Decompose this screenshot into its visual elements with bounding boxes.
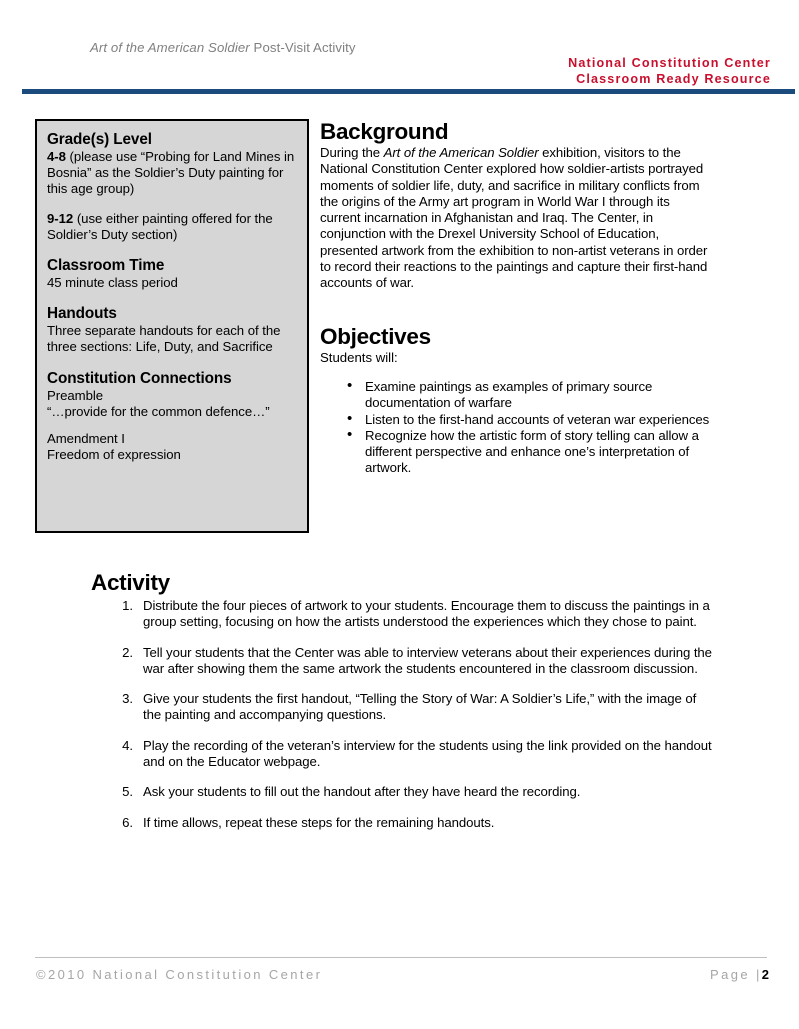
list-item bbox=[320, 376, 712, 412]
constitution-connections-heading: Constitution Connections bbox=[47, 369, 232, 387]
list-item bbox=[91, 691, 715, 724]
objective-text: Listen to the first-hand accounts of veteran war experiences bbox=[365, 411, 710, 427]
grade-range-9-12-note: (use either painting offered for the Soldier’s Duty section) bbox=[47, 210, 273, 242]
grade-range-4-8-note: (please use “Probing for Land Mines in Bosnia” as the Soldier’s Duty painting for this age group) bbox=[47, 149, 295, 197]
connections-amendment-detail: Freedom of expression bbox=[47, 447, 181, 463]
list-item bbox=[91, 598, 715, 631]
right-content-column bbox=[320, 119, 712, 477]
list-item bbox=[91, 645, 715, 678]
handouts-heading: Handouts bbox=[47, 305, 117, 323]
step-text: Distribute the four pieces of artwork to your students. Encourage them to discuss the paintings in a group setting, focusing on how the artists understood the experiences which they chose to paint. bbox=[143, 598, 710, 630]
list-item bbox=[91, 784, 715, 800]
activity-block bbox=[91, 570, 715, 845]
connections-preamble-label: Preamble bbox=[47, 387, 104, 403]
page-label: Page | bbox=[710, 967, 762, 982]
background-text-body: exhibition, visitors to the National Constitution Center explored how soldier-artists portrayed moments of soldier life, duty, and sacrifice in military conflicts from the origins of the Army art program in World War I through its current incarnation in Afghanistan and Iraq. The Center, in conjunction with the Drexel University School of Education, presented artwork from the exhibition to non-artist veterans in order to record their reactions to the paintings and capture their first-hand accounts of war. bbox=[320, 145, 708, 291]
step-text: If time allows, repeat these steps for the remaining handouts. bbox=[143, 814, 495, 830]
document-title-rest: Post-Visit Activity bbox=[249, 40, 356, 55]
bullet-icon: • bbox=[347, 409, 353, 427]
spacer bbox=[47, 356, 297, 369]
background-paragraph bbox=[320, 145, 712, 292]
list-item bbox=[320, 409, 712, 428]
objectives-lead: Students will: bbox=[320, 349, 398, 365]
background-heading: Background bbox=[320, 119, 449, 144]
objective-text: Examine paintings as examples of primary source documentation of warfare bbox=[365, 378, 653, 411]
activity-steps-list bbox=[91, 598, 715, 831]
background-text-lead: During the bbox=[320, 145, 384, 160]
page-number: 2 bbox=[761, 967, 769, 982]
objectives-block bbox=[320, 324, 712, 477]
list-item bbox=[91, 738, 715, 771]
connections-amendment-label: Amendment I bbox=[47, 431, 125, 447]
grade-range-4-8: 4-8 bbox=[47, 149, 66, 164]
background-exhibition-title: Art of the American Soldier bbox=[383, 145, 539, 160]
spacer bbox=[47, 198, 297, 211]
step-number: 4. bbox=[122, 737, 133, 753]
grade-level-9-12 bbox=[47, 211, 297, 243]
objective-text: Recognize how the artistic form of story telling can allow a different perspective and enhance one’s interpretation of artwork. bbox=[365, 427, 699, 476]
objectives-list bbox=[320, 376, 712, 477]
page-indicator bbox=[710, 967, 769, 982]
step-text: Tell your students that the Center was able to interview veterans about their experiences during the war after showing them the same artwork the students encountered in the classroom discussion. bbox=[143, 644, 712, 676]
document-title-italic: Art of the American Soldier bbox=[90, 40, 250, 55]
step-number: 2. bbox=[122, 644, 133, 660]
spacer bbox=[47, 291, 297, 304]
list-item bbox=[320, 425, 712, 477]
resource-type: Classroom Ready Resource bbox=[576, 71, 771, 86]
classroom-time-value: 45 minute class period bbox=[47, 275, 178, 291]
page-header bbox=[0, 0, 799, 96]
list-item bbox=[91, 815, 715, 831]
step-text: Play the recording of the veteran’s interview for the students using the link provided on the handout and on the Educator webpage. bbox=[143, 737, 712, 770]
step-number: 5. bbox=[122, 784, 133, 800]
organization-branding bbox=[568, 56, 771, 87]
header-divider bbox=[22, 89, 795, 94]
grade-level-4-8 bbox=[47, 149, 297, 198]
lesson-info-box bbox=[35, 119, 309, 533]
step-number: 3. bbox=[122, 691, 133, 707]
activity-heading: Activity bbox=[91, 570, 170, 595]
copyright-notice: ©2010 National Constitution Center bbox=[36, 967, 323, 982]
spacer bbox=[47, 420, 297, 431]
bullet-icon: • bbox=[347, 425, 353, 443]
connections-preamble-quote: “…provide for the common defence…” bbox=[47, 403, 270, 419]
objectives-heading: Objectives bbox=[320, 323, 431, 349]
step-number: 1. bbox=[122, 598, 133, 613]
document-title bbox=[90, 40, 356, 55]
step-text: Give your students the first handout, “Telling the Story of War: A Soldier’s Life,” with the image of the painting and accompanying questions. bbox=[143, 691, 697, 723]
footer-divider bbox=[35, 957, 767, 958]
bullet-icon: • bbox=[347, 376, 353, 394]
grade-range-9-12: 9-12 bbox=[47, 210, 74, 226]
step-number: 6. bbox=[122, 814, 133, 830]
step-text: Ask your students to fill out the handout after they have heard the recording. bbox=[143, 784, 581, 800]
classroom-time-heading: Classroom Time bbox=[47, 257, 165, 275]
spacer bbox=[47, 243, 297, 256]
handouts-value: Three separate handouts for each of the three sections: Life, Duty, and Sacrifice bbox=[47, 323, 281, 355]
page-footer bbox=[0, 939, 799, 1029]
grade-level-heading: Grade(s) Level bbox=[47, 131, 152, 148]
organization-name: National Constitution Center bbox=[568, 56, 771, 70]
